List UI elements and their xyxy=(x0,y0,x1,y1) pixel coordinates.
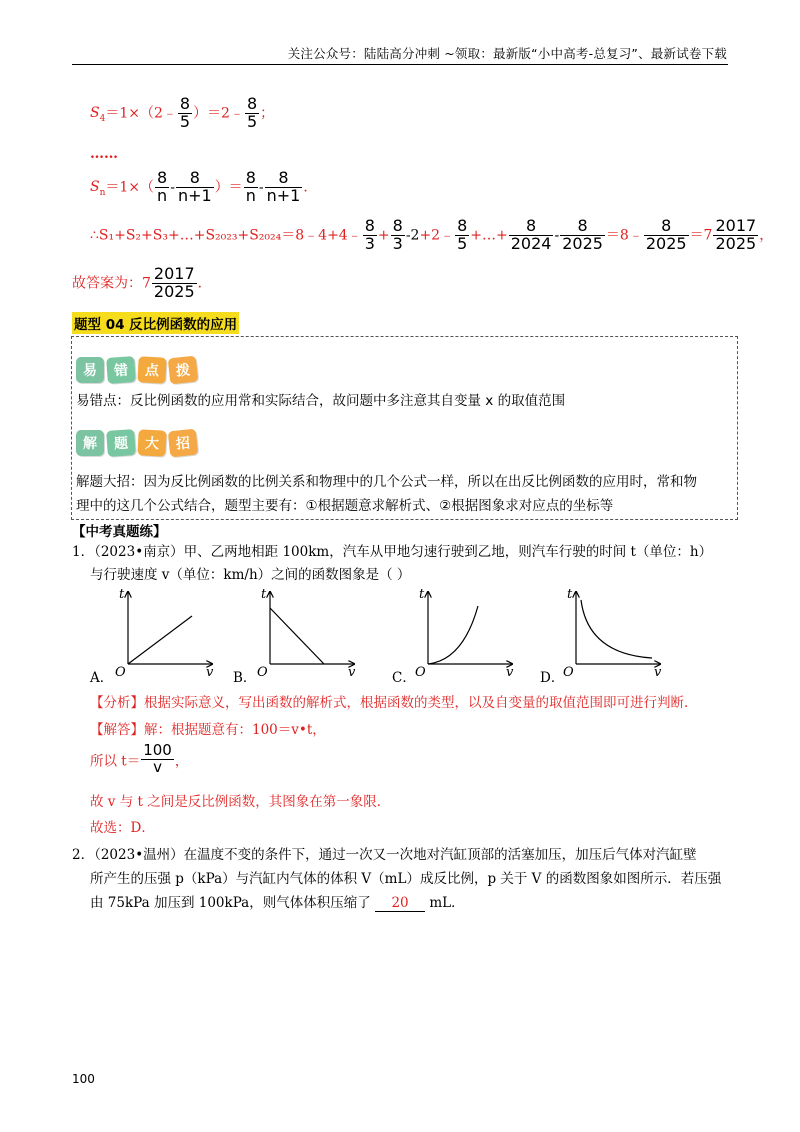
q2-line3: 由 75kPa 加压到 100kPa，则气体体积压缩了 20 mL． xyxy=(90,895,465,911)
s4-frac2: $\frac{8}{5}$ xyxy=(246,94,258,131)
q2-line2: 所产生的压强 p（kPa）与汽缸内气体的体积 V（mL）成反比例，p 关于 V 的函数图象如图所示．若压强 xyxy=(90,871,722,887)
axis-v-label: v xyxy=(206,665,214,678)
s4-frac1: $\frac{8}{5}$ xyxy=(179,94,191,131)
svg-text:t: t xyxy=(261,587,267,602)
s4-s: $S_4$ xyxy=(90,105,106,125)
option-c-label: C． xyxy=(392,670,416,686)
tip-solving-line1: 解题大招：因为反比例函数的比例关系和物理中的几个公式一样，所以在出反比例函数的应用时，常和物 xyxy=(76,474,697,490)
svg-text:v: v xyxy=(654,665,662,678)
tip-error-text: 易错点：反比例函数的应用常和实际结合，故问题中多注意其自变量 x 的取值范围 xyxy=(76,393,566,409)
badge-error-tip: 易 错 点 拨 xyxy=(76,357,197,383)
sn-frac1: $\frac{8}{n}$ xyxy=(157,168,168,205)
answer-line: 故答案为：7 $\frac{2017}{2025}$ ． xyxy=(72,264,212,301)
header-divider xyxy=(72,64,728,65)
option-b-label: B． xyxy=(233,670,257,686)
graph-c xyxy=(408,586,518,678)
sn-frac3: $\frac{8}{n}$ xyxy=(245,168,256,205)
svg-text:v: v xyxy=(348,665,356,678)
q1-line2: 与行驶速度 v（单位：km/h）之间的函数图象是（ ） xyxy=(90,567,411,583)
sn-frac4: $\frac{8}{n+1}$ xyxy=(266,168,301,205)
option-a-label: A． xyxy=(90,670,114,686)
graph-a xyxy=(108,586,218,678)
q1-line1: 1．（2023•南京）甲、乙两地相距 100km，汽车从甲地匀速行驶到乙地，则汽车行驶的时间 t（单位：h） xyxy=(72,544,713,560)
s4-line: $S_4=1\times(2﹣$ $\frac{8}{5}$ ）＝2﹣ $\frac{8}{5}$ ； xyxy=(90,94,275,131)
section-title: 【中考真题练】 xyxy=(72,524,167,540)
page-number: 100 xyxy=(72,1072,95,1086)
q2-line1: 2．（2023•温州）在温度不变的条件下，通过一次又一次地对汽缸顶部的活塞加压，加压后气体对汽缸壁 xyxy=(72,847,697,863)
sum-line: ∴S₁+S₂+S₃+…+S₂₀₂₃+S₂₀₂₄＝8﹣4+4﹣ $\frac{8}{3}$ + $\frac{8}{3}$ -2+2﹣ $\frac{8}{5}$ +…+ $\frac{8}{2024}$ - $\frac{8}{2025}$ ＝8﹣ $\frac{8}{2025}$ ＝7 $\frac{2017}{2025}$ ， xyxy=(90,216,774,253)
graph-b xyxy=(250,586,360,678)
q1-analysis: 【分析】根据实际意义，写出函数的解析式，根据函数的类型，以及自变量的取值范围即可进行判断． xyxy=(90,695,698,711)
option-d-label: D． xyxy=(540,670,565,686)
q1-conclusion: 故 v 与 t 之间是反比例函数，其图象在第一象限． xyxy=(90,794,391,810)
svg-text:O: O xyxy=(563,665,574,678)
tip-solving-line2: 理中的这几个公式结合，题型主要有：①根据题意求解析式、②根据图象求对应点的坐标等 xyxy=(76,498,614,514)
q1-so-line: 所以 t＝ $\frac{100}{v}$ ， xyxy=(90,741,189,776)
svg-text:t: t xyxy=(419,587,425,602)
badge-solving-tip: 解 题 大 招 xyxy=(76,430,197,456)
page-header: 关注公众号：陆陆高分冲刺 ~领取：最新版“小中高考-总复习”、最新试卷下载 xyxy=(287,46,727,61)
topic-title: 题型 04 反比例函数的应用 xyxy=(72,312,239,334)
origin-label: O xyxy=(115,665,126,678)
dots: …… xyxy=(90,146,118,162)
sn-frac2: $\frac{8}{n+1}$ xyxy=(177,168,212,205)
axis-t-label: t xyxy=(119,587,125,602)
q2-answer-blank: 20 xyxy=(375,895,425,912)
q1-choice: 故选：D． xyxy=(90,820,155,836)
graph-d xyxy=(556,586,666,678)
q1-answer-line: 【解答】解：根据题意有：100＝v•t， xyxy=(90,722,326,738)
svg-text:O: O xyxy=(415,665,426,678)
svg-text:v: v xyxy=(506,665,514,678)
svg-text:t: t xyxy=(567,587,573,602)
svg-text:O: O xyxy=(257,665,268,678)
sn-line: $S_n=1\times$（ $\frac{8}{n}$ - $\frac{8}{n+1}$ ）＝ $\frac{8}{n}$ - $\frac{8}{n+1}$ ． xyxy=(90,168,318,205)
